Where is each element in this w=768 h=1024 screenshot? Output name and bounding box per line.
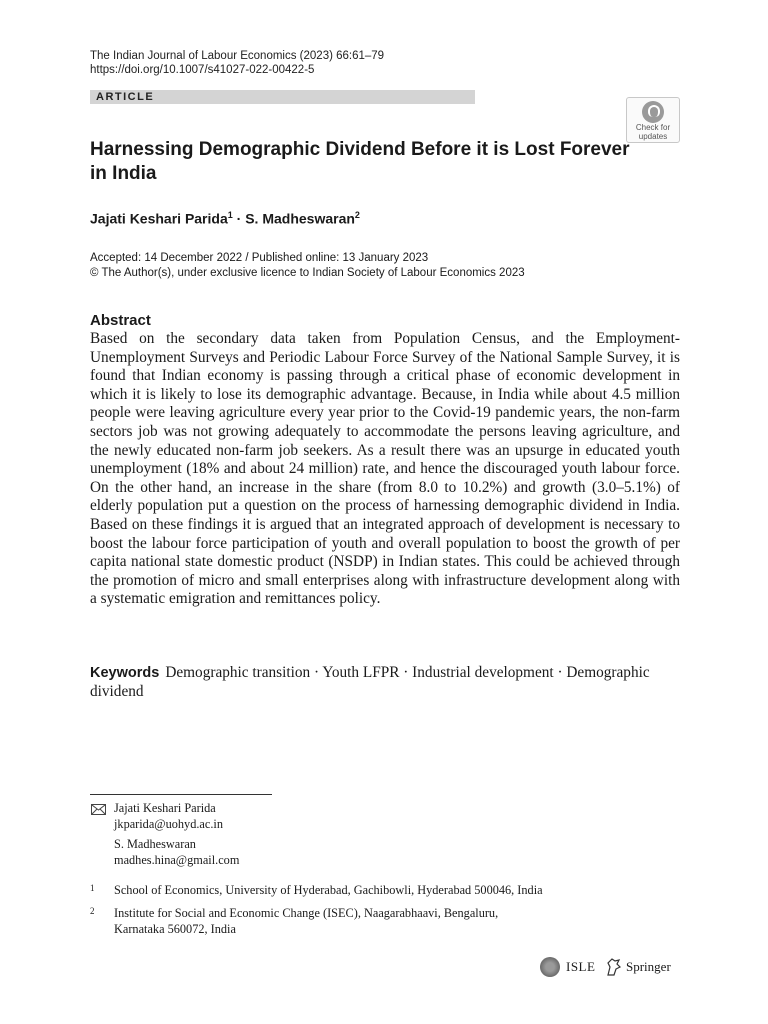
- check-updates-line1: Check for: [635, 123, 671, 132]
- author-2-affiliation: 2: [354, 210, 360, 220]
- affiliation-1-text: School of Economics, University of Hyderabad, Gachibowli, Hyderabad 500046, India: [114, 883, 543, 897]
- paper-title: Harnessing Demographic Dividend Before it is Lost Forever in India: [90, 139, 630, 184]
- affiliation-1-number: 1: [90, 883, 95, 893]
- check-for-updates-badge[interactable]: [626, 97, 680, 143]
- author-2[interactable]: S. Madheswaran: [245, 210, 355, 227]
- doi-link[interactable]: https://doi.org/10.1007/s41027-022-00422-5: [90, 64, 315, 76]
- publication-dates: Accepted: 14 December 2022 / Published online: 13 January 2023: [90, 252, 429, 264]
- article-type-bar: [90, 90, 475, 104]
- keywords-label: Keywords: [90, 665, 160, 681]
- bookmark-icon: [642, 101, 664, 123]
- coauthor-name: S. Madheswaran: [114, 837, 196, 851]
- corresponding-author-email[interactable]: jkparida@uohyd.ac.in: [114, 816, 223, 831]
- abstract-heading: Abstract: [90, 312, 151, 329]
- affiliation-2-text: [114, 906, 498, 937]
- coauthor-email[interactable]: madhes.hina@gmail.com: [114, 852, 240, 867]
- keywords-section: [90, 664, 680, 701]
- author-list: [90, 206, 360, 228]
- springer-horse-icon: [605, 957, 623, 977]
- affiliation-2-line1: Institute for Social and Economic Change (ISEC), Naagarabhaavi, Bengaluru,: [114, 906, 499, 920]
- affiliation-2-number: 2: [90, 906, 95, 916]
- corresponding-author-block: [114, 801, 239, 868]
- publication-info: [90, 251, 525, 281]
- author-1-affiliation: 1: [227, 210, 233, 220]
- abstract-text: Based on the secondary data taken from Population Census, and the Employment-Unemployment Surveys and Periodic Labour Force Survey of the National Sample Survey, it is found that Indian economy is passing through a critical phase of economic development in which it is likely to lose its demographic advantage. Because, in India while about 4.5 million people were leaving agriculture every year prior to the Covid-19 pandemic years, the non-farm sectors job was not growing adequately to accommodate the persons leaving agriculture, and the newly educated non-farm job seekers. As a result there was an upsurge in educated youth unemployment (18% and about 24 million) rate, and hence the discouraged youth labour force. On the other hand, an increase in the share (from 8.0 to 10.2%) and growth (3.0–5.1%) of elderly population put a question on the process of harnessing demographic dividend in India. Based on these findings it is argued that an integrated approach of development is necessary to boost the labour force participation of youth and overall population to boost the growth of per capita national state domestic product (NSDP) in Indian states. This could be achieved through the promotion of micro and small enterprises along with infrastructure development along with a systematic emigration and remittances policy.: [90, 330, 680, 608]
- corresponding-author-name: Jajati Keshari Parida: [114, 801, 216, 815]
- envelope-icon: [91, 804, 106, 815]
- copyright-notice: © The Author(s), under exclusive licence to Indian Society of Labour Economics 2023: [90, 267, 525, 279]
- affiliation-2-line2: Karnataka 560072, India: [114, 921, 236, 936]
- isle-label: ISLE: [566, 959, 596, 974]
- check-updates-line2: updates: [638, 132, 668, 141]
- keywords-list: Demographic transition · Youth LFPR · Industrial development · Demographic dividend: [90, 664, 650, 700]
- journal-citation: The Indian Journal of Labour Economics (2023) 66:61–79: [90, 50, 385, 62]
- isle-logo-icon: [540, 957, 560, 977]
- author-separator: ·: [232, 210, 246, 227]
- article-type-label: ARTICLE: [96, 91, 155, 103]
- footnote-divider: [90, 794, 272, 795]
- author-1[interactable]: Jajati Keshari Parida: [90, 210, 228, 227]
- springer-label: Springer: [626, 959, 671, 974]
